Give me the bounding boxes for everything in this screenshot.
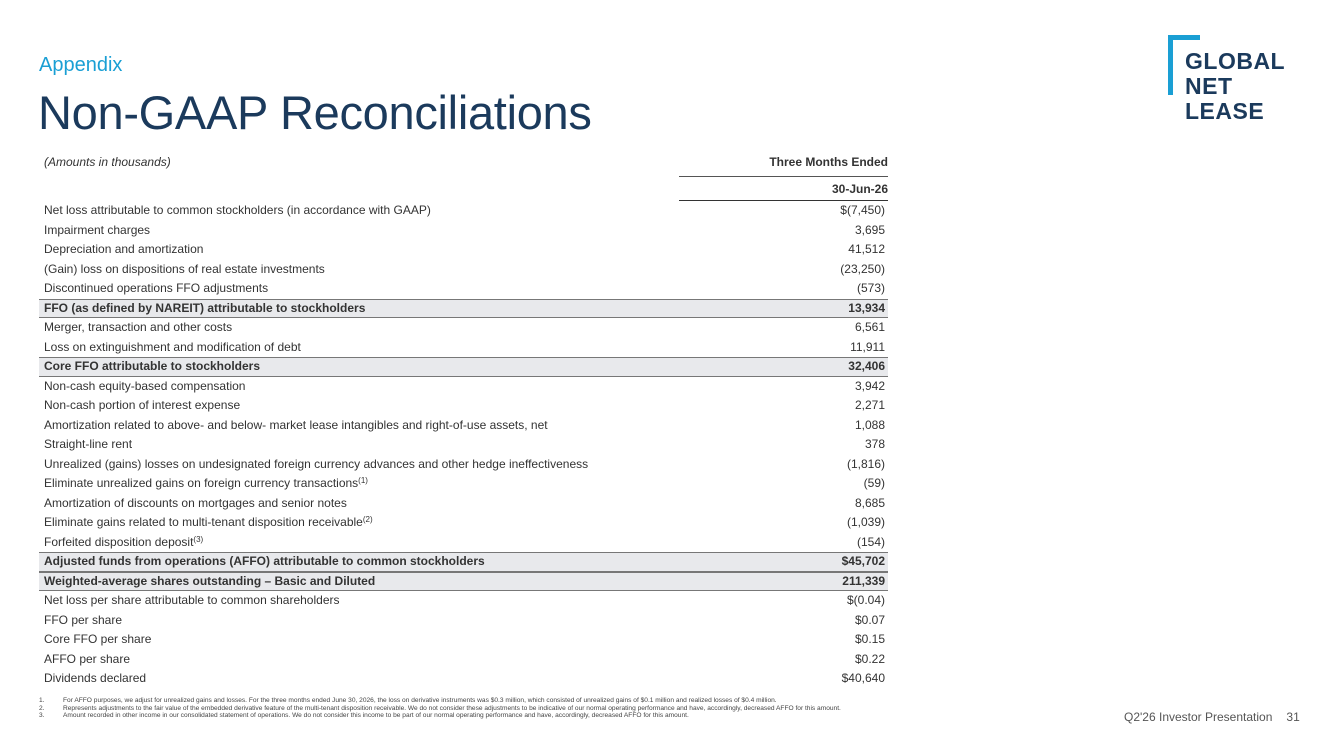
row-label (44, 221, 150, 241)
row-label-text: Eliminate unrealized gains on foreign currency transactions (44, 476, 359, 490)
row-value: $0.22 (854, 651, 885, 666)
footnote-ref: (3) (193, 534, 204, 544)
table-row (39, 650, 888, 670)
row-value: (154) (856, 534, 885, 549)
row-value: $(0.04) (846, 593, 885, 607)
row-label (44, 630, 151, 650)
section-label: Appendix (39, 54, 123, 76)
row-label (44, 455, 588, 475)
row-label (44, 416, 548, 436)
footnote-text: For AFFO purposes, we adjust for unrealized gains and losses. For the three months ended June 30, 2026, the loss on derivative instruments was $0.3 million, which consisted of unrealized gains of $0.1 million and realized losses of $0.4 million. (63, 697, 777, 704)
column-date-header: 30-Jun-26 (831, 182, 888, 196)
row-value: $40,640 (841, 671, 885, 685)
row-value: 378 (864, 437, 885, 451)
table-row (39, 318, 888, 338)
row-label-text: Core FFO attributable to stockholders (44, 359, 261, 373)
table-row (39, 474, 888, 494)
row-label-text: Weighted-average shares outstanding – Basic and Diluted (44, 573, 376, 588)
footnote (39, 712, 1029, 720)
row-label (44, 260, 325, 280)
table-subheader (39, 176, 888, 201)
table-row-subtotal (39, 572, 888, 592)
table-row (39, 435, 888, 455)
reconciliation-table (39, 151, 888, 689)
footnote-text: Amount recorded in other income in our consolidated statement of operations. We do not consider this income to be part of our normal operating performance and have, accordingly, decreased AFFO for this amount. (63, 712, 689, 720)
row-label (44, 358, 260, 376)
footnote-text: Represents adjustments to the fair value of the embedded derivative feature of the multi-tenant disposition receivable. We do not consider these adjustments to be indicative of our normal operating performance and have, accordingly, decreased AFFO for this amount. (63, 704, 841, 712)
units-note: (Amounts in thousands) (44, 155, 171, 169)
row-value: $0.15 (854, 632, 885, 646)
table-row (39, 611, 888, 631)
row-label (44, 300, 365, 318)
column-group-header: Three Months Ended (769, 155, 888, 169)
table-row (39, 416, 888, 436)
table-row (39, 240, 888, 260)
row-label (44, 611, 122, 631)
row-label-text: Non-cash portion of interest expense (44, 398, 241, 412)
row-label-text: Merger, transaction and other costs (44, 320, 233, 334)
table-row (39, 260, 888, 280)
row-label-text: Loss on extinguishment and modification of debt (44, 339, 301, 354)
footnote (39, 697, 1029, 705)
logo-word-lease: LEASE (1185, 98, 1265, 124)
table-row (39, 396, 888, 416)
logo-word-net: NET (1185, 73, 1233, 99)
row-label-text: Unrealized (gains) losses on undesignated foreign currency advances and other hedge ineffectiveness (44, 456, 589, 471)
table-row-subtotal (39, 299, 888, 319)
row-label-text: Non-cash equity-based compensation (44, 378, 246, 393)
row-value: (573) (856, 281, 885, 295)
row-value: $(7,450) (840, 203, 885, 217)
row-label-text: Impairment charges (44, 222, 151, 237)
footnote-number: 3. (39, 712, 45, 720)
footnote-ref: (2) (362, 515, 373, 524)
row-value: (1,039) (846, 515, 885, 529)
row-label (44, 591, 339, 611)
row-label-text: AFFO per share (44, 651, 131, 666)
row-label-text: FFO (as defined by NAREIT) attributable to stockholders (44, 300, 366, 315)
table-row (39, 221, 888, 241)
row-label (44, 377, 245, 397)
row-value: 8,685 (854, 495, 885, 510)
row-value: 6,561 (854, 320, 885, 334)
table-body (39, 201, 888, 689)
row-label-text: Core FFO per share (44, 632, 152, 646)
footnote-number: 2. (39, 704, 45, 712)
row-label-text: Net loss per share attributable to common shareholders (44, 593, 340, 607)
row-label-text: Forfeited disposition deposit (44, 534, 194, 549)
row-label (44, 513, 373, 533)
row-label-text: Dividends declared (44, 671, 147, 685)
footnote-number: 1. (39, 697, 45, 704)
row-label (44, 201, 431, 221)
row-label-text: Straight-line rent (44, 437, 133, 451)
logo-bracket-left (1168, 35, 1173, 95)
row-value: (23,250) (840, 261, 885, 276)
row-value: 2,271 (854, 398, 885, 412)
row-label (44, 396, 240, 416)
table-row-subtotal (39, 552, 888, 572)
row-label-text: Amortization of discounts on mortgages and senior notes (44, 495, 347, 510)
row-value: (1,816) (846, 456, 885, 471)
row-label-text: Adjusted funds from operations (AFFO) attributable to common stockholders (44, 554, 485, 568)
table-row (39, 533, 888, 553)
table-row (39, 279, 888, 299)
row-label (44, 474, 368, 494)
row-value: 13,934 (848, 300, 885, 315)
row-label (44, 533, 203, 553)
row-label-text: Discontinued operations FFO adjustments (44, 281, 269, 295)
table-row (39, 513, 888, 533)
table-row (39, 591, 888, 611)
footnote (39, 705, 1029, 713)
row-label (44, 318, 232, 338)
table-row (39, 494, 888, 514)
table-row (39, 630, 888, 650)
row-label-text: Depreciation and amortization (44, 242, 204, 256)
table-row (39, 669, 888, 689)
row-value: 211,339 (842, 573, 885, 588)
table-row-subtotal (39, 357, 888, 377)
row-label (44, 435, 132, 455)
presentation-name: Q2'26 Investor Presentation (1124, 710, 1273, 724)
row-label-text: (Gain) loss on dispositions of real estate investments (44, 261, 325, 276)
header-rule-top (679, 176, 888, 177)
footnote-ref: (1) (358, 476, 368, 485)
row-label (44, 338, 301, 358)
row-value: 32,406 (848, 359, 885, 373)
row-label (44, 240, 203, 260)
row-value: $45,702 (841, 554, 885, 568)
row-value: 3,695 (854, 222, 885, 237)
slide-footer (1124, 710, 1300, 724)
table-row (39, 455, 888, 475)
company-logo (1168, 35, 1308, 130)
row-label (44, 650, 130, 670)
page-number: 31 (1286, 710, 1300, 724)
row-label (44, 279, 268, 299)
table-row (39, 338, 888, 358)
row-label (44, 553, 485, 571)
row-label-text: Eliminate gains related to multi-tenant disposition receivable (44, 515, 363, 529)
table-row (39, 201, 888, 221)
row-label-text: Amortization related to above- and below- market lease intangibles and right-of-use assets, net (44, 417, 548, 432)
footnotes (39, 697, 1029, 720)
row-value: 41,512 (848, 242, 885, 256)
row-value: (59) (863, 476, 885, 490)
row-label-text: FFO per share (44, 612, 123, 627)
row-value: 3,942 (854, 378, 885, 393)
row-value: 11,911 (850, 339, 885, 354)
page-title: Non-GAAP Reconciliations (38, 86, 592, 139)
row-label (44, 494, 347, 514)
table-header (39, 151, 888, 176)
row-label (44, 669, 146, 689)
logo-word-global: GLOBAL (1185, 48, 1286, 74)
row-label-text: Net loss attributable to common stockholders (in accordance with GAAP) (44, 203, 431, 217)
table-row (39, 377, 888, 397)
row-value: 1,088 (854, 417, 885, 432)
row-value: $0.07 (854, 612, 885, 627)
row-label (44, 573, 375, 591)
